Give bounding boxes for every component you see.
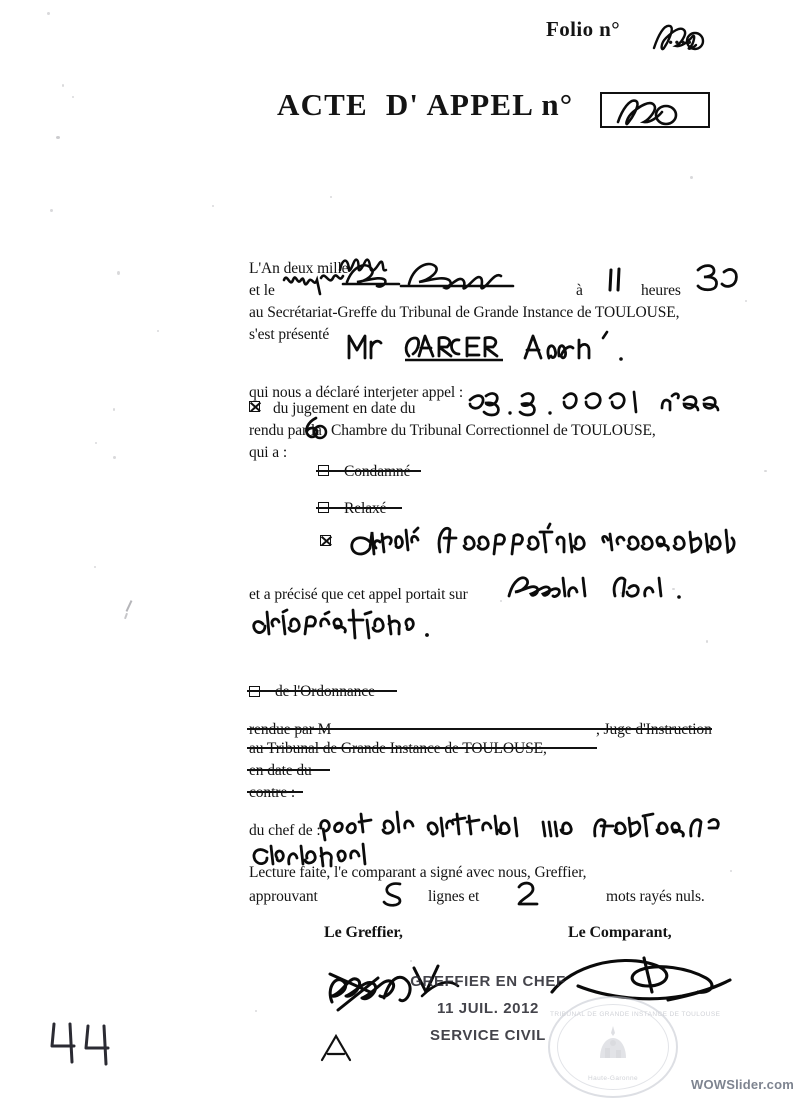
scan-speck <box>95 442 97 444</box>
ordonnance-date-label <box>249 760 312 782</box>
scan-smudge <box>124 613 128 619</box>
seal-bottom-text: Haute-Garonne <box>587 1075 638 1082</box>
scan-speck <box>745 300 747 302</box>
rendered-by-label-b: Chambre du Tribunal Correctionnel de TOULOUSE, <box>331 422 656 439</box>
date-label: et le <box>249 282 275 299</box>
clerk-signature-label: Le Greffier, <box>324 924 403 941</box>
scan-speck <box>690 176 693 179</box>
at-label: à <box>576 282 583 299</box>
minutes-handwritten <box>694 262 740 294</box>
hour-unit-label: heures <box>641 282 681 299</box>
declared-label: qui nous a déclaré interjeter appel : <box>249 384 464 401</box>
stamp-line-1: GREFFIER EN CHEF <box>410 973 566 990</box>
scope-handwritten-line2 <box>249 604 461 644</box>
hour-handwritten <box>604 266 632 296</box>
scan-speck <box>157 330 159 332</box>
scan-speck <box>94 566 96 568</box>
strikethrough-ordonnance-line2 <box>247 747 597 749</box>
scan-speck <box>330 196 332 198</box>
charge-label: du chef de : <box>249 822 321 839</box>
judgment-date-handwritten <box>466 386 736 420</box>
option-condamne-label <box>344 461 410 483</box>
ordonnance-against-label <box>249 782 295 804</box>
registry-line: au Secrétariat-Greffe du Tribunal de Grande Instance de TOULOUSE, <box>249 304 680 321</box>
scan-speck <box>672 588 675 590</box>
strikethrough-ordonnance-line4 <box>247 791 303 793</box>
scan-speck <box>72 96 74 98</box>
scope-label: et a précisé que cet appel portait sur <box>249 586 468 603</box>
scan-speck <box>62 84 64 87</box>
stamp-line-2: 11 JUIL. 2012 <box>436 1000 540 1017</box>
strikethrough-ordonnance <box>247 690 397 692</box>
scan-speck <box>113 408 115 411</box>
appellant-signature-label: Le Comparant, <box>568 924 672 941</box>
court-round-seal <box>548 996 721 1098</box>
scan-speck <box>255 1010 257 1012</box>
scan-speck <box>50 209 53 212</box>
ordonnance-court <box>249 738 547 760</box>
declare-opposition-handwritten <box>348 520 740 564</box>
reading-line: Lecture faite, l'e comparant a signé avec nous, Greffier, <box>249 864 587 881</box>
scan-speck <box>47 12 50 15</box>
page-title: ACTE D' APPEL n° <box>277 87 574 122</box>
option-relaxe-label <box>344 498 386 520</box>
scan-speck <box>706 640 708 643</box>
scan-speck <box>56 136 60 139</box>
scan-speck <box>212 205 214 207</box>
option-ordonnance-label <box>275 681 375 703</box>
scan-speck <box>410 960 412 962</box>
seal-emblem-icon <box>592 1024 634 1064</box>
appeared-label: s'est présenté <box>249 326 330 343</box>
strikethrough-condamne <box>316 470 421 472</box>
approving-label: approuvant <box>249 888 318 905</box>
scan-speck <box>117 271 120 275</box>
folio-label: Folio n° <box>546 17 621 41</box>
appellant-name-handwritten <box>345 328 655 370</box>
judgment-label: du jugement en date du <box>273 400 416 417</box>
checkbox-declare-opposition[interactable] <box>320 535 331 546</box>
who-label: qui a : <box>249 444 288 461</box>
scan-speck <box>500 600 502 602</box>
folio-dots: .... <box>668 25 693 49</box>
scan-speck <box>730 870 732 872</box>
scan-speck <box>620 592 623 594</box>
watermark: WOWSlider.com <box>690 1077 794 1092</box>
scan-smudge <box>126 600 133 612</box>
strikethrough-ordonnance-line3 <box>247 769 330 771</box>
words-label: mots rayés nuls. <box>606 888 705 905</box>
scope-handwritten-line1 <box>503 570 699 604</box>
lines-label: lignes et <box>428 888 480 905</box>
page-number-handwritten <box>48 1018 120 1072</box>
acte-number-box <box>600 92 710 128</box>
scan-speck <box>113 456 116 459</box>
year-label: L'An deux mille <box>249 260 349 277</box>
stamp-line-3: SERVICE CIVIL <box>430 1027 546 1044</box>
strikethrough-relaxe <box>316 507 402 509</box>
checkbox-jugement[interactable] <box>249 401 260 412</box>
clerk-paraph <box>318 1030 356 1066</box>
strikethrough-ordonnance-line1 <box>247 728 712 730</box>
ordonnance-judge-label <box>596 719 712 741</box>
charge-handwritten-line1 <box>317 806 741 844</box>
rendered-by-label-a: rendu par la <box>249 422 322 439</box>
scan-speck <box>764 470 767 472</box>
seal-top-text: TRIBUNAL DE GRANDE INSTANCE DE TOULOUSE <box>550 1011 721 1018</box>
